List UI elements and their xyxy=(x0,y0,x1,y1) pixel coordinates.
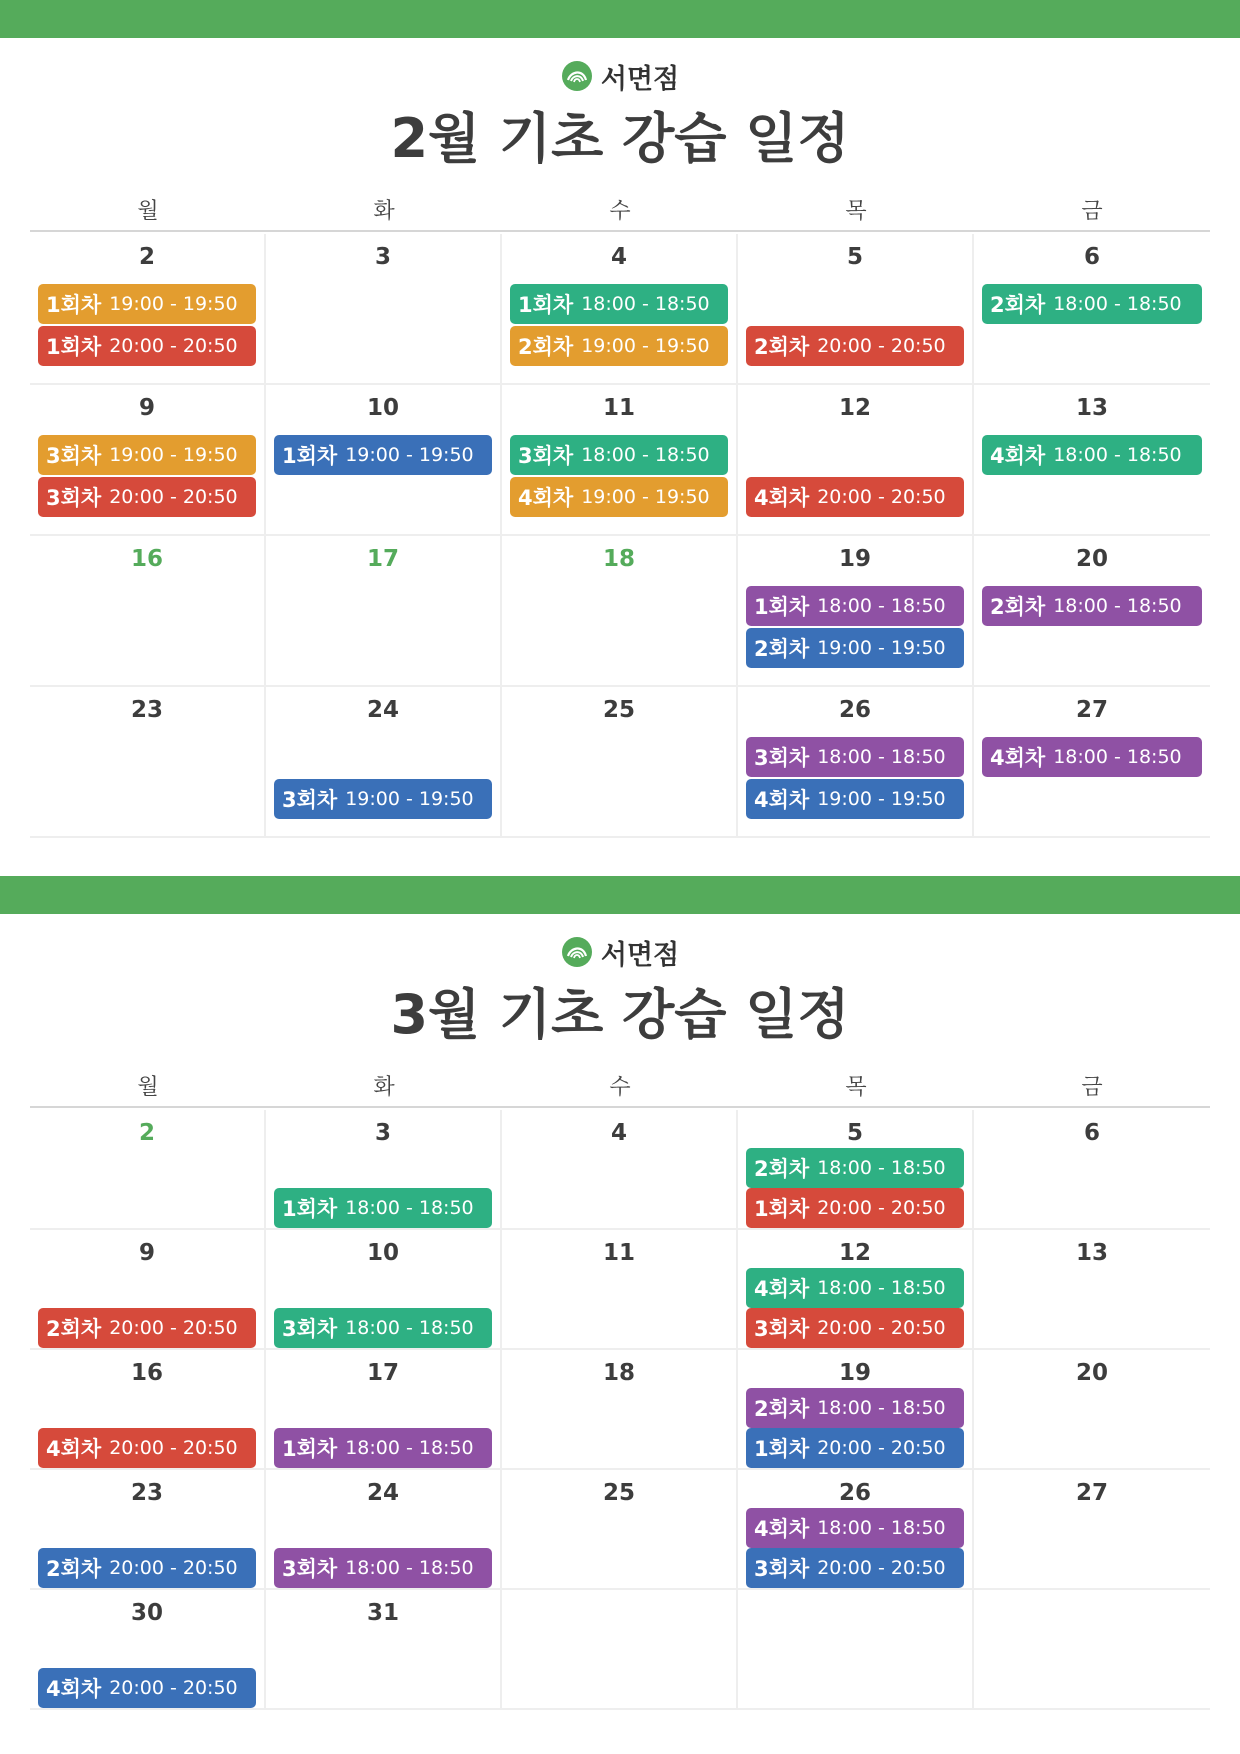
day-number: 10 xyxy=(366,395,399,421)
day-cell xyxy=(266,687,502,838)
day-cell xyxy=(266,1590,502,1710)
day-cell xyxy=(974,536,1210,687)
branch-header xyxy=(0,56,1240,96)
day-cell xyxy=(30,234,266,385)
day-cell xyxy=(30,1230,266,1350)
session-label: 4회차 xyxy=(990,746,1046,770)
session-time: 18:00 - 18:50 xyxy=(817,1517,946,1539)
session-time: 18:00 - 18:50 xyxy=(817,595,946,617)
day-cell xyxy=(266,234,502,385)
session-time: 18:00 - 18:50 xyxy=(817,1277,946,1299)
day-cell xyxy=(502,1110,738,1230)
class-session-event xyxy=(982,737,1202,777)
weekday-label: 화 xyxy=(373,1075,395,1100)
class-session-event xyxy=(746,1268,964,1308)
day-number: 25 xyxy=(602,1480,635,1506)
day-number: 27 xyxy=(1075,697,1108,723)
day-number: 20 xyxy=(1075,1360,1108,1386)
class-session-event xyxy=(510,326,728,366)
march-schedule xyxy=(0,914,1240,1754)
day-cell xyxy=(738,1230,974,1350)
day-cell xyxy=(738,687,974,838)
session-label: 4회차 xyxy=(754,486,810,510)
session-time: 20:00 - 20:50 xyxy=(109,1677,238,1699)
day-number: 25 xyxy=(602,697,635,723)
session-time: 20:00 - 20:50 xyxy=(109,1557,238,1579)
day-number: 23 xyxy=(130,1480,163,1506)
day-number: 12 xyxy=(838,395,871,421)
session-time: 20:00 - 20:50 xyxy=(817,1317,946,1339)
session-time: 20:00 - 20:50 xyxy=(109,1317,238,1339)
class-session-event xyxy=(38,1308,256,1348)
day-number: 12 xyxy=(838,1240,871,1266)
session-label: 1회차 xyxy=(754,1437,810,1461)
weekday-label: 금 xyxy=(1081,199,1103,224)
day-cell xyxy=(974,1350,1210,1470)
session-time: 18:00 - 18:50 xyxy=(1053,746,1182,768)
day-cell xyxy=(738,1350,974,1470)
branch-name: 서면점 xyxy=(600,939,680,971)
leaf-logo-icon xyxy=(561,60,593,92)
calendar-grid xyxy=(30,234,1210,838)
class-session-event xyxy=(982,586,1202,626)
class-session-event xyxy=(746,737,964,777)
class-session-event xyxy=(746,1508,964,1548)
leaf-logo-icon xyxy=(561,936,593,968)
session-label: 1회차 xyxy=(282,1437,338,1461)
day-number: 11 xyxy=(602,395,635,421)
session-time: 20:00 - 20:50 xyxy=(817,1557,946,1579)
weekday-header xyxy=(30,192,1210,232)
day-cell xyxy=(738,1590,974,1710)
day-cell xyxy=(738,385,974,536)
day-number: 5 xyxy=(846,244,863,270)
day-cell xyxy=(30,1470,266,1590)
class-session-event xyxy=(746,1428,964,1468)
session-time: 19:00 - 19:50 xyxy=(345,788,474,810)
class-session-event xyxy=(38,435,256,475)
weekday-label: 월 xyxy=(137,1075,159,1100)
day-number: 6 xyxy=(1083,1120,1100,1146)
day-cell xyxy=(502,1470,738,1590)
day-cell xyxy=(502,536,738,687)
weekday-header xyxy=(30,1068,1210,1108)
session-time: 19:00 - 19:50 xyxy=(109,293,238,315)
class-session-event xyxy=(510,284,728,324)
day-cell xyxy=(502,1350,738,1470)
weekday-label: 목 xyxy=(845,199,867,224)
session-time: 19:00 - 19:50 xyxy=(581,486,710,508)
day-cell xyxy=(266,536,502,687)
class-session-event xyxy=(38,1428,256,1468)
session-label: 4회차 xyxy=(754,1517,810,1541)
session-label: 4회차 xyxy=(518,486,574,510)
session-label: 4회차 xyxy=(46,1677,102,1701)
day-number: 6 xyxy=(1083,244,1100,270)
day-number: 11 xyxy=(602,1240,635,1266)
day-number: 16 xyxy=(130,546,163,572)
session-label: 3회차 xyxy=(282,788,338,812)
class-session-event xyxy=(746,326,964,366)
session-time: 18:00 - 18:50 xyxy=(817,1157,946,1179)
day-number: 9 xyxy=(138,395,155,421)
session-time: 19:00 - 19:50 xyxy=(109,444,238,466)
session-label: 2회차 xyxy=(46,1557,102,1581)
class-session-event xyxy=(746,779,964,819)
day-number: 17 xyxy=(366,546,399,572)
session-label: 3회차 xyxy=(518,444,574,468)
weekday-label: 월 xyxy=(137,199,159,224)
session-time: 18:00 - 18:50 xyxy=(345,1317,474,1339)
session-label: 1회차 xyxy=(282,444,338,468)
day-number: 19 xyxy=(838,1360,871,1386)
session-time: 19:00 - 19:50 xyxy=(345,444,474,466)
day-cell xyxy=(738,536,974,687)
day-number: 3 xyxy=(374,1120,391,1146)
day-number: 13 xyxy=(1075,395,1108,421)
weekday-label: 수 xyxy=(609,1075,631,1100)
session-label: 3회차 xyxy=(282,1317,338,1341)
day-number: 24 xyxy=(366,1480,399,1506)
session-time: 20:00 - 20:50 xyxy=(109,486,238,508)
page-title: 3월 기초 강습 일정 xyxy=(390,983,850,1046)
day-number: 10 xyxy=(366,1240,399,1266)
session-time: 20:00 - 20:50 xyxy=(109,1437,238,1459)
day-number: 13 xyxy=(1075,1240,1108,1266)
day-number: 30 xyxy=(130,1600,163,1626)
session-label: 4회차 xyxy=(990,444,1046,468)
day-number: 18 xyxy=(602,1360,635,1386)
class-session-event xyxy=(274,1548,492,1588)
day-number: 4 xyxy=(610,1120,627,1146)
branch-name: 서면점 xyxy=(600,63,680,95)
session-time: 19:00 - 19:50 xyxy=(817,637,946,659)
session-time: 19:00 - 19:50 xyxy=(817,788,946,810)
top-green-band xyxy=(0,0,1240,38)
session-time: 18:00 - 18:50 xyxy=(1053,444,1182,466)
day-cell xyxy=(738,1470,974,1590)
class-session-event xyxy=(746,1388,964,1428)
session-time: 18:00 - 18:50 xyxy=(817,746,946,768)
session-label: 2회차 xyxy=(754,637,810,661)
session-time: 18:00 - 18:50 xyxy=(345,1557,474,1579)
day-cell xyxy=(974,1470,1210,1590)
session-label: 2회차 xyxy=(754,1397,810,1421)
day-cell xyxy=(30,1590,266,1710)
day-number: 2 xyxy=(138,1120,155,1146)
session-label: 1회차 xyxy=(46,293,102,317)
page-title: 2월 기초 강습 일정 xyxy=(390,107,850,170)
session-label: 3회차 xyxy=(282,1557,338,1581)
day-cell xyxy=(266,1470,502,1590)
class-session-event xyxy=(746,628,964,668)
class-session-event xyxy=(510,435,728,475)
weekday-label: 금 xyxy=(1081,1075,1103,1100)
session-time: 20:00 - 20:50 xyxy=(817,1197,946,1219)
day-cell xyxy=(974,1110,1210,1230)
class-session-event xyxy=(38,1668,256,1708)
session-label: 4회차 xyxy=(754,788,810,812)
day-cell xyxy=(266,385,502,536)
class-session-event xyxy=(746,1548,964,1588)
class-session-event xyxy=(982,284,1202,324)
session-label: 2회차 xyxy=(990,595,1046,619)
session-label: 2회차 xyxy=(46,1317,102,1341)
session-time: 20:00 - 20:50 xyxy=(817,335,946,357)
session-label: 3회차 xyxy=(754,1557,810,1581)
day-cell xyxy=(738,1110,974,1230)
day-cell xyxy=(30,385,266,536)
session-time: 18:00 - 18:50 xyxy=(1053,595,1182,617)
day-cell xyxy=(502,687,738,838)
weekday-label: 목 xyxy=(845,1075,867,1100)
day-number: 9 xyxy=(138,1240,155,1266)
day-cell xyxy=(266,1230,502,1350)
day-cell xyxy=(266,1350,502,1470)
day-cell xyxy=(30,1110,266,1230)
session-label: 4회차 xyxy=(46,1437,102,1461)
session-label: 1회차 xyxy=(754,595,810,619)
session-time: 18:00 - 18:50 xyxy=(581,444,710,466)
session-label: 3회차 xyxy=(46,486,102,510)
class-session-event xyxy=(746,586,964,626)
day-number: 18 xyxy=(602,546,635,572)
day-number: 26 xyxy=(838,1480,871,1506)
day-cell xyxy=(30,1350,266,1470)
day-cell xyxy=(974,385,1210,536)
class-session-event xyxy=(510,477,728,517)
day-number: 31 xyxy=(366,1600,399,1626)
session-time: 18:00 - 18:50 xyxy=(345,1197,474,1219)
session-time: 20:00 - 20:50 xyxy=(817,1437,946,1459)
session-label: 3회차 xyxy=(46,444,102,468)
session-time: 18:00 - 18:50 xyxy=(817,1397,946,1419)
session-label: 2회차 xyxy=(754,335,810,359)
class-session-event xyxy=(746,1148,964,1188)
session-label: 3회차 xyxy=(754,746,810,770)
day-number: 3 xyxy=(374,244,391,270)
day-cell xyxy=(30,536,266,687)
session-label: 2회차 xyxy=(518,335,574,359)
session-time: 20:00 - 20:50 xyxy=(817,486,946,508)
middle-green-band xyxy=(0,876,1240,914)
day-number: 16 xyxy=(130,1360,163,1386)
session-label: 1회차 xyxy=(518,293,574,317)
session-label: 1회차 xyxy=(754,1197,810,1221)
class-session-event xyxy=(38,477,256,517)
class-session-event xyxy=(38,326,256,366)
branch-header xyxy=(0,932,1240,972)
session-time: 18:00 - 18:50 xyxy=(345,1437,474,1459)
session-label: 1회차 xyxy=(282,1197,338,1221)
class-session-event xyxy=(274,1308,492,1348)
day-number: 4 xyxy=(610,244,627,270)
day-cell xyxy=(738,234,974,385)
day-number: 5 xyxy=(846,1120,863,1146)
day-number: 26 xyxy=(838,697,871,723)
weekday-label: 수 xyxy=(609,199,631,224)
february-schedule xyxy=(0,38,1240,876)
day-cell xyxy=(974,234,1210,385)
day-cell xyxy=(502,385,738,536)
session-time: 18:00 - 18:50 xyxy=(581,293,710,315)
class-session-event xyxy=(746,1188,964,1228)
day-number: 23 xyxy=(130,697,163,723)
class-session-event xyxy=(274,1428,492,1468)
day-cell xyxy=(502,1590,738,1710)
session-time: 20:00 - 20:50 xyxy=(109,335,238,357)
day-number: 20 xyxy=(1075,546,1108,572)
class-session-event xyxy=(746,1308,964,1348)
day-cell xyxy=(266,1110,502,1230)
day-cell xyxy=(502,234,738,385)
class-session-event xyxy=(274,779,492,819)
session-label: 2회차 xyxy=(990,293,1046,317)
day-number: 19 xyxy=(838,546,871,572)
day-cell xyxy=(974,687,1210,838)
day-number: 27 xyxy=(1075,1480,1108,1506)
day-cell xyxy=(502,1230,738,1350)
weekday-label: 화 xyxy=(373,199,395,224)
day-number: 17 xyxy=(366,1360,399,1386)
class-session-event xyxy=(38,1548,256,1588)
day-cell xyxy=(974,1230,1210,1350)
session-label: 4회차 xyxy=(754,1277,810,1301)
day-number: 24 xyxy=(366,697,399,723)
session-label: 2회차 xyxy=(754,1157,810,1181)
class-session-event xyxy=(274,435,492,475)
class-session-event xyxy=(274,1188,492,1228)
class-session-event xyxy=(746,477,964,517)
day-cell xyxy=(974,1590,1210,1710)
day-number: 2 xyxy=(138,244,155,270)
session-time: 18:00 - 18:50 xyxy=(1053,293,1182,315)
class-session-event xyxy=(982,435,1202,475)
class-session-event xyxy=(38,284,256,324)
session-time: 19:00 - 19:50 xyxy=(581,335,710,357)
day-cell xyxy=(30,687,266,838)
calendar-grid xyxy=(30,1110,1210,1710)
session-label: 1회차 xyxy=(46,335,102,359)
session-label: 3회차 xyxy=(754,1317,810,1341)
